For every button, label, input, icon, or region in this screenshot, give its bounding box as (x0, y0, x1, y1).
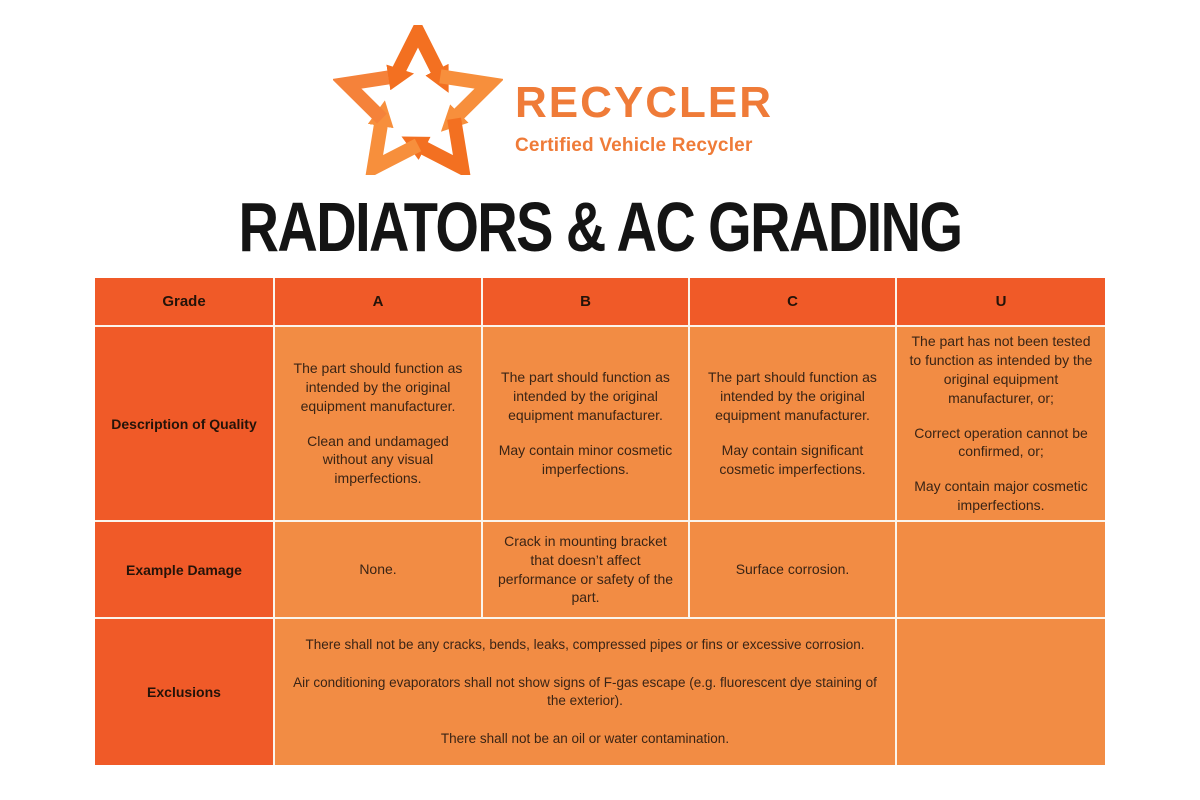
cell-text: May contain significant cosmetic imperfections. (719, 441, 866, 477)
cell-text: May contain major cosmetic imperfections. (914, 478, 1088, 514)
cell-text: There shall not be any cracks, bends, leaks, compressed pipes or fins or excessive corrosion. (305, 636, 865, 652)
cell-text: None. (359, 561, 397, 578)
cell-exclusions-abc (275, 619, 895, 765)
header-grade-b: B (483, 278, 688, 325)
cell-text: Surface corrosion. (735, 561, 850, 578)
cell-text: Clean and undamaged without any visual imperfections. (307, 432, 449, 487)
row-label-description-of-quality: Description of Quality (95, 327, 273, 520)
header-grade: Grade (95, 278, 273, 325)
cell-example-damage-b (483, 522, 688, 617)
brand-tagline: Certified Vehicle Recycler (515, 135, 753, 156)
cell-description-b (483, 327, 688, 520)
header-grade-u: U (897, 278, 1105, 325)
cell-exclusions-u-empty (897, 619, 1105, 765)
cell-text: Air conditioning evaporators shall not show signs of F-gas escape (e.g. fluorescent dye staining of the exterior). (293, 674, 877, 708)
brand-name: RECYCLER (515, 78, 774, 127)
recycling-arrows-star-icon (333, 25, 503, 175)
recycler-logo (333, 25, 773, 175)
cell-text: May contain minor cosmetic imperfections. (498, 441, 673, 477)
logo-text (515, 78, 774, 175)
grading-table (95, 278, 1105, 765)
cell-example-damage-a (275, 522, 481, 617)
cell-text: There shall not be an oil or water contamination. (440, 731, 730, 747)
row-label-exclusions: Exclusions (95, 619, 273, 765)
header-grade-c: C (690, 278, 895, 325)
cell-example-damage-c (690, 522, 895, 617)
cell-text: The part should function as intended by the original equipment manufacturer. (293, 359, 463, 414)
cell-description-a (275, 327, 481, 520)
cell-description-u (897, 327, 1105, 520)
header-grade-a: A (275, 278, 481, 325)
page-title: RADIATORS & AC GRADING (238, 188, 962, 266)
cell-text: The part should function as intended by the original equipment manufacturer. (501, 369, 670, 424)
cell-text: The part has not been tested to function as intended by the original equipment manufacturer, or; (909, 332, 1093, 406)
cell-example-damage-u-empty (897, 522, 1105, 617)
cell-text: Crack in mounting bracket that doesn’t affect performance or safety of the part. (497, 532, 674, 606)
cell-description-c (690, 327, 895, 520)
row-label-example-damage: Example Damage (95, 522, 273, 617)
cell-text: The part should function as intended by the original equipment manufacturer. (708, 369, 877, 424)
cell-text: Correct operation cannot be confirmed, or; (914, 424, 1088, 460)
